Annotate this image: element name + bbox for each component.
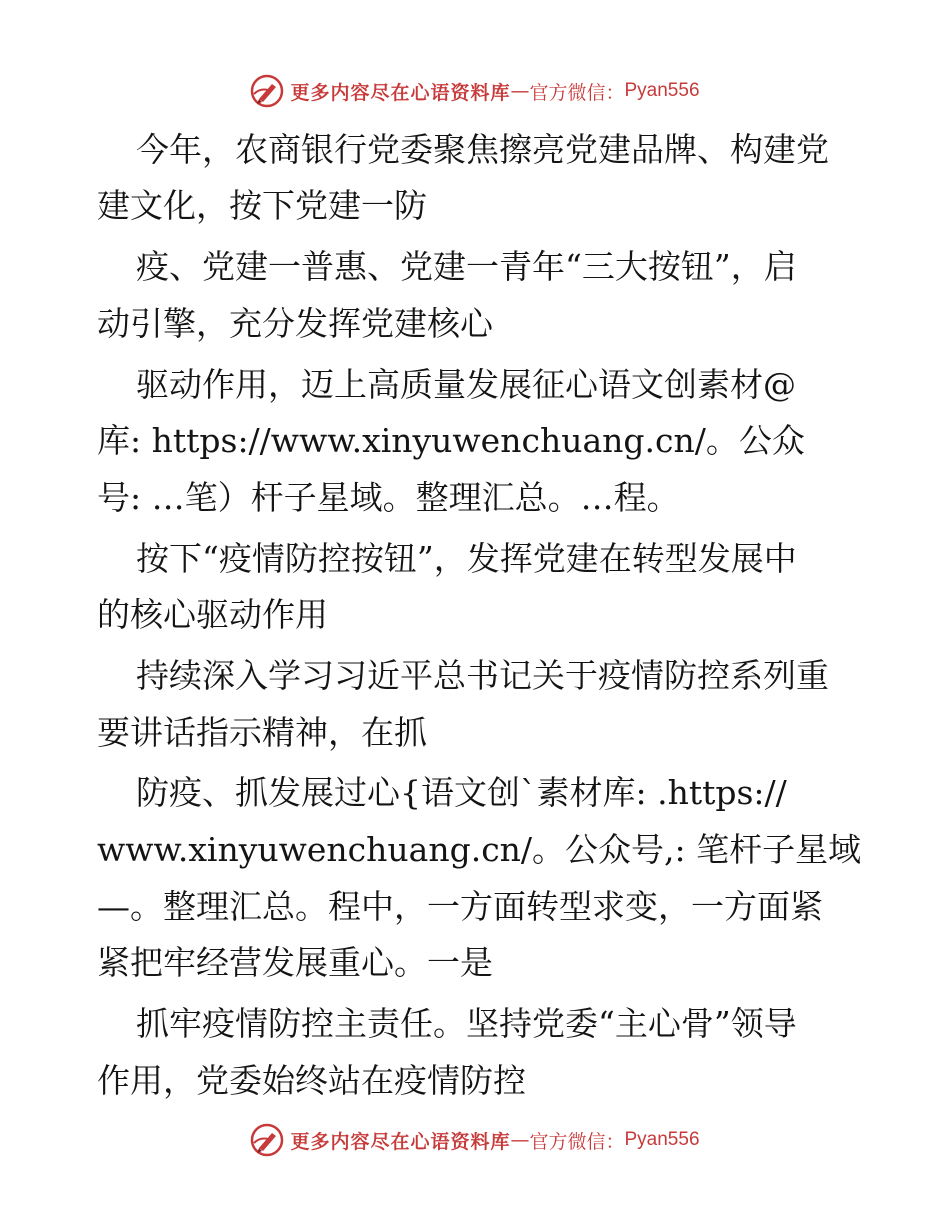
watermark-wechat-id: Pyan556 [624,1129,700,1150]
watermark-wechat-label: 官方微信： [529,1130,625,1153]
pen-logo-icon [250,74,284,108]
paragraph-line: 抓牢疫情防控主责任。坚持党委“主心骨”领导 [136,1004,797,1043]
paragraph-line: 动引擎，充分发挥党建核心 [97,304,493,343]
watermark-title: 更多内容尽在心语资料库 [290,1130,511,1153]
paragraph-line: 疫、党建一普惠、党建一青年“三大按钮”，启 [136,247,797,286]
paragraph-line: 要讲话指示精神，在抓 [97,713,427,752]
paragraph-line: www.xinyuwenchuang.cn/。公众号,: 笔杆子星域 [97,830,862,869]
watermark-separator: — [510,80,530,102]
paragraph-line: 驱动作用，迈上高质量发展征心语文创素材@ [136,365,796,404]
watermark-separator: — [510,1129,530,1151]
paragraph-line: 持续深入学习习近平总书记关于疫情防控系列重 [136,656,829,695]
paragraph-line: 紧把牢经营发展重心。一是 [97,943,493,982]
watermark-wechat-label: 官方微信： [529,81,625,104]
paragraph-line: 作用，党委始终站在疫情防控 [97,1061,526,1100]
paragraph-line: 库: https://www.xinyuwenchuang.cn/。公众 [97,421,805,460]
paragraph-line: 的核心驱动作用 [97,595,328,634]
paragraph-line: 号: …笔）杆子星域。整理汇总。…程。 [97,478,680,517]
footer-watermark [0,1120,950,1160]
watermark-wechat-id: Pyan556 [624,80,700,101]
header-watermark [0,71,950,111]
watermark-title: 更多内容尽在心语资料库 [290,81,511,104]
paragraph-line: 今年，农商银行党委聚焦擦亮党建品牌、构建党 [136,130,829,169]
paragraph-line: 建文化，按下党建一防 [97,186,427,225]
paragraph-line: 防疫、抓发展过心{语文创`素材库: .https:// [136,773,787,812]
pen-logo-icon [250,1123,284,1157]
paragraph-line: —。整理汇总。程中，一方面转型求变，一方面紧 [97,887,823,926]
paragraph-line: 按下“疫情防控按钮”，发挥党建在转型发展中 [136,539,797,578]
